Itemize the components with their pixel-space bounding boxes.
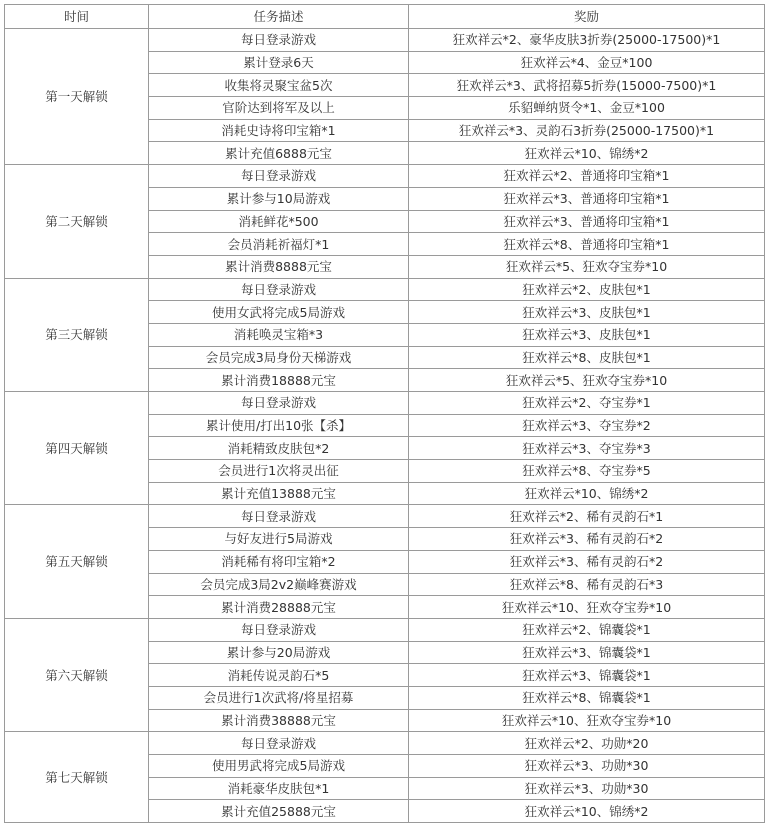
- task-cell: 累计消费28888元宝: [149, 596, 409, 619]
- task-reward-table: [4, 4, 765, 823]
- reward-cell: 狂欢祥云*10、锦绣*2: [409, 800, 765, 823]
- task-cell: 累计消费38888元宝: [149, 709, 409, 732]
- task-cell: 会员完成3局2v2巅峰赛游戏: [149, 573, 409, 596]
- task-cell: 消耗鲜花*500: [149, 210, 409, 233]
- reward-cell: 狂欢祥云*2、锦囊袋*1: [409, 618, 765, 641]
- reward-cell: 狂欢祥云*3、稀有灵韵石*2: [409, 528, 765, 551]
- reward-cell: 狂欢祥云*3、夺宝券*2: [409, 414, 765, 437]
- reward-cell: 狂欢祥云*2、稀有灵韵石*1: [409, 505, 765, 528]
- table-row: [5, 29, 765, 52]
- task-cell: 消耗精致皮肤包*2: [149, 437, 409, 460]
- task-cell: 累计消费8888元宝: [149, 255, 409, 278]
- task-cell: 消耗传说灵韵石*5: [149, 664, 409, 687]
- task-cell: 累计参与10局游戏: [149, 187, 409, 210]
- reward-cell: 狂欢祥云*3、锦囊袋*1: [409, 641, 765, 664]
- task-cell: 每日登录游戏: [149, 618, 409, 641]
- reward-cell: 狂欢祥云*10、狂欢夺宝券*10: [409, 709, 765, 732]
- task-cell: 消耗豪华皮肤包*1: [149, 777, 409, 800]
- task-cell: 会员进行1次武将/将星招募: [149, 686, 409, 709]
- task-cell: 累计充值13888元宝: [149, 482, 409, 505]
- task-cell: 消耗唤灵宝箱*3: [149, 323, 409, 346]
- reward-cell: 狂欢祥云*2、豪华皮肤3折券(25000-17500)*1: [409, 29, 765, 52]
- table-row: [5, 732, 765, 755]
- task-cell: 每日登录游戏: [149, 278, 409, 301]
- task-cell: 累计消费18888元宝: [149, 369, 409, 392]
- reward-cell: 狂欢祥云*3、武将招募5折券(15000-7500)*1: [409, 74, 765, 97]
- reward-cell: 狂欢祥云*5、狂欢夺宝券*10: [409, 369, 765, 392]
- task-cell: 使用男武将完成5局游戏: [149, 755, 409, 778]
- reward-cell: 狂欢祥云*10、锦绣*2: [409, 142, 765, 165]
- reward-cell: 狂欢祥云*3、灵韵石3折券(25000-17500)*1: [409, 119, 765, 142]
- task-cell: 累计登录6天: [149, 51, 409, 74]
- reward-cell: 狂欢祥云*2、夺宝券*1: [409, 392, 765, 415]
- reward-cell: 狂欢祥云*2、普通将印宝箱*1: [409, 165, 765, 188]
- reward-cell: 狂欢祥云*3、夺宝券*3: [409, 437, 765, 460]
- reward-cell: 狂欢祥云*3、锦囊袋*1: [409, 664, 765, 687]
- reward-cell: 狂欢祥云*8、皮肤包*1: [409, 346, 765, 369]
- day-label: 第一天解锁: [5, 29, 149, 165]
- day-label: 第七天解锁: [5, 732, 149, 823]
- reward-cell: 狂欢祥云*2、皮肤包*1: [409, 278, 765, 301]
- task-cell: 每日登录游戏: [149, 29, 409, 52]
- task-cell: 会员完成3局身份天梯游戏: [149, 346, 409, 369]
- reward-cell: 狂欢祥云*3、普通将印宝箱*1: [409, 187, 765, 210]
- table-row: [5, 618, 765, 641]
- header-row: [5, 5, 765, 29]
- header-reward: 奖励: [409, 5, 765, 29]
- task-cell: 会员进行1次将灵出征: [149, 460, 409, 483]
- task-cell: 官阶达到将军及以上: [149, 97, 409, 120]
- task-cell: 每日登录游戏: [149, 392, 409, 415]
- header-time: 时间: [5, 5, 149, 29]
- task-cell: 消耗稀有将印宝箱*2: [149, 550, 409, 573]
- reward-cell: 狂欢祥云*8、稀有灵韵石*3: [409, 573, 765, 596]
- reward-cell: 狂欢祥云*10、狂欢夺宝券*10: [409, 596, 765, 619]
- reward-cell: 狂欢祥云*8、夺宝券*5: [409, 460, 765, 483]
- task-cell: 每日登录游戏: [149, 165, 409, 188]
- table-body: [5, 29, 765, 823]
- reward-cell: 狂欢祥云*3、皮肤包*1: [409, 301, 765, 324]
- reward-cell: 狂欢祥云*5、狂欢夺宝券*10: [409, 255, 765, 278]
- reward-cell: 狂欢祥云*3、功勋*30: [409, 777, 765, 800]
- task-cell: 使用女武将完成5局游戏: [149, 301, 409, 324]
- reward-cell: 狂欢祥云*10、锦绣*2: [409, 482, 765, 505]
- reward-cell: 狂欢祥云*8、普通将印宝箱*1: [409, 233, 765, 256]
- reward-cell: 狂欢祥云*2、功勋*20: [409, 732, 765, 755]
- task-cell: 每日登录游戏: [149, 732, 409, 755]
- reward-cell: 狂欢祥云*3、皮肤包*1: [409, 323, 765, 346]
- day-label: 第二天解锁: [5, 165, 149, 278]
- task-cell: 累计参与20局游戏: [149, 641, 409, 664]
- reward-cell: 狂欢祥云*8、锦囊袋*1: [409, 686, 765, 709]
- header-task: 任务描述: [149, 5, 409, 29]
- reward-cell: 狂欢祥云*3、功勋*30: [409, 755, 765, 778]
- task-cell: 会员消耗祈福灯*1: [149, 233, 409, 256]
- table-row: [5, 165, 765, 188]
- reward-cell: 狂欢祥云*3、稀有灵韵石*2: [409, 550, 765, 573]
- task-cell: 与好友进行5局游戏: [149, 528, 409, 551]
- task-cell: 累计充值25888元宝: [149, 800, 409, 823]
- table-row: [5, 392, 765, 415]
- task-cell: 累计充值6888元宝: [149, 142, 409, 165]
- reward-cell: 狂欢祥云*3、普通将印宝箱*1: [409, 210, 765, 233]
- day-label: 第三天解锁: [5, 278, 149, 391]
- day-label: 第六天解锁: [5, 618, 149, 731]
- task-cell: 收集将灵聚宝盆5次: [149, 74, 409, 97]
- task-cell: 累计使用/打出10张【杀】: [149, 414, 409, 437]
- reward-cell: 乐貂蝉纳贤令*1、金豆*100: [409, 97, 765, 120]
- task-cell: 每日登录游戏: [149, 505, 409, 528]
- day-label: 第五天解锁: [5, 505, 149, 618]
- task-cell: 消耗史诗将印宝箱*1: [149, 119, 409, 142]
- table-row: [5, 505, 765, 528]
- table-row: [5, 278, 765, 301]
- reward-cell: 狂欢祥云*4、金豆*100: [409, 51, 765, 74]
- day-label: 第四天解锁: [5, 392, 149, 505]
